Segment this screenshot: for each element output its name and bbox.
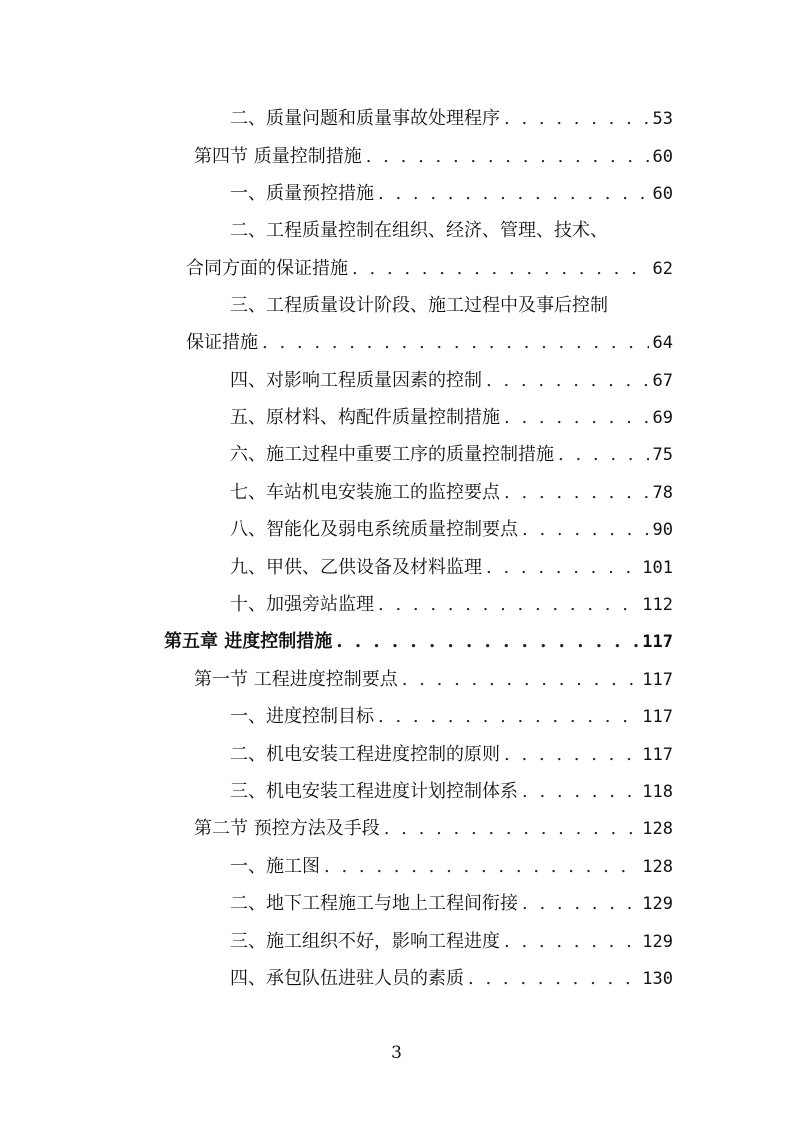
toc-entry-title: 四、对影响工程质量因素的控制 [230,370,482,391]
toc-entry[interactable] [230,892,673,916]
dot-leader [522,892,638,916]
dot-leader [468,967,638,991]
toc-entry-page: 117 [642,670,673,690]
toc-entry[interactable] [230,556,673,580]
toc-entry[interactable] [230,855,673,879]
dot-leader [402,668,639,692]
dot-leader [504,481,649,505]
toc-entry[interactable] [230,705,673,729]
toc-entry-line[interactable]: 三、工程质量设计阶段、施工过程中及事后控制 [230,295,608,316]
toc-entry[interactable] [230,518,673,542]
toc-entry-title: 二、机电安装工程进度控制的原则 [230,744,500,765]
toc-entry[interactable] [230,107,673,131]
toc-entry-page: 128 [642,857,673,877]
toc-entry[interactable] [230,743,673,767]
toc-entry-page: 90 [652,520,673,540]
dot-leader [384,817,639,841]
toc-entry-page: 128 [642,819,673,839]
dot-leader [378,182,649,206]
toc-entry-page: 101 [642,558,673,578]
toc-entry-title: 二、地下工程施工与地上工程间衔接 [230,893,518,914]
toc-entry[interactable] [230,182,673,206]
toc-entry-title: 六、施工过程中重要工序的质量控制措施 [230,444,554,465]
toc-entry-title: 五、原材料、构配件质量控制措施 [230,407,500,428]
toc-entry-title: 三、机电安装工程进度计划控制体系 [230,781,518,802]
toc-entry-page: 117 [642,632,673,652]
toc-entry-page: 60 [652,147,673,167]
dot-leader [324,855,638,879]
toc-entry[interactable] [194,817,673,841]
toc-entry-page: 130 [642,969,673,989]
dot-leader [522,780,638,804]
dot-leader [378,705,638,729]
dot-leader [504,406,649,430]
toc-entry-page: 62 [652,259,673,279]
dot-leader [504,930,638,954]
toc-entry-page: 69 [652,408,673,428]
toc-entry-page: 129 [642,932,673,952]
toc-entry-title: 保证措施 [186,332,258,353]
toc-entry-page: 112 [642,595,673,615]
toc-entry[interactable] [230,930,673,954]
toc-entry[interactable] [230,481,673,505]
toc-entry[interactable] [230,406,673,430]
toc-entry-line[interactable]: 二、工程质量控制在组织、经济、管理、技术、 [230,220,608,241]
toc-entry-page: 67 [652,371,673,391]
toc-entry[interactable] [230,369,673,393]
toc-entry[interactable] [230,443,673,467]
toc-entry-title: 二、质量问题和质量事故处理程序 [230,108,500,129]
dot-leader [522,518,649,542]
toc-entry-title: 七、车站机电安装施工的监控要点 [230,482,500,503]
toc-entry-title: 第二节 预控方法及手段 [194,818,380,839]
toc-entry-page: 75 [652,445,673,465]
toc-entry-title: 一、进度控制目标 [230,706,374,727]
dot-leader [486,369,649,393]
toc-entry-title: 九、甲供、乙供设备及材料监理 [230,557,482,578]
toc-entry-title: 第四节 质量控制措施 [194,146,362,167]
toc-entry[interactable] [230,593,673,617]
toc-entry-title: 第五章 进度控制措施 [164,631,333,652]
toc-entry-title: 八、智能化及弱电系统质量控制要点 [230,519,518,540]
toc-entry-page: 118 [642,782,673,802]
toc-entry-page: 129 [642,894,673,914]
dot-leader [558,443,649,467]
toc-entry-title: 十、加强旁站监理 [230,594,374,615]
dot-leader [336,630,638,654]
toc-entry[interactable] [194,145,673,169]
toc-entry[interactable] [186,331,673,355]
dot-leader [378,593,638,617]
toc-entry[interactable] [230,967,673,991]
toc-entry-page: 117 [642,745,673,765]
toc-entry-page: 64 [652,333,673,353]
toc-entry-title: 第一节 工程进度控制要点 [194,669,398,690]
dot-leader [262,331,649,355]
toc-entry-title: 一、施工图 [230,856,320,877]
toc-entry-title: 合同方面的保证措施 [186,258,348,279]
toc-entry-title: 一、质量预控措施 [230,183,374,204]
toc-entry[interactable] [186,257,673,281]
toc-entry-page: 117 [642,707,673,727]
dot-leader [504,107,649,131]
dot-leader [504,743,638,767]
toc-entry[interactable] [230,780,673,804]
dot-leader [486,556,638,580]
dot-leader [352,257,649,281]
toc-entry-page: 60 [652,184,673,204]
toc-entry-title: 三、施工组织不好，影响工程进度 [230,931,500,952]
dot-leader [366,145,649,169]
toc-entry-page: 53 [652,109,673,129]
toc-chapter-entry[interactable] [164,630,673,654]
toc-entry[interactable] [194,668,673,692]
page-number: 3 [391,1043,402,1063]
toc-entry-page: 78 [652,483,673,503]
toc-entry-title: 四、承包队伍进驻人员的素质 [230,968,464,989]
